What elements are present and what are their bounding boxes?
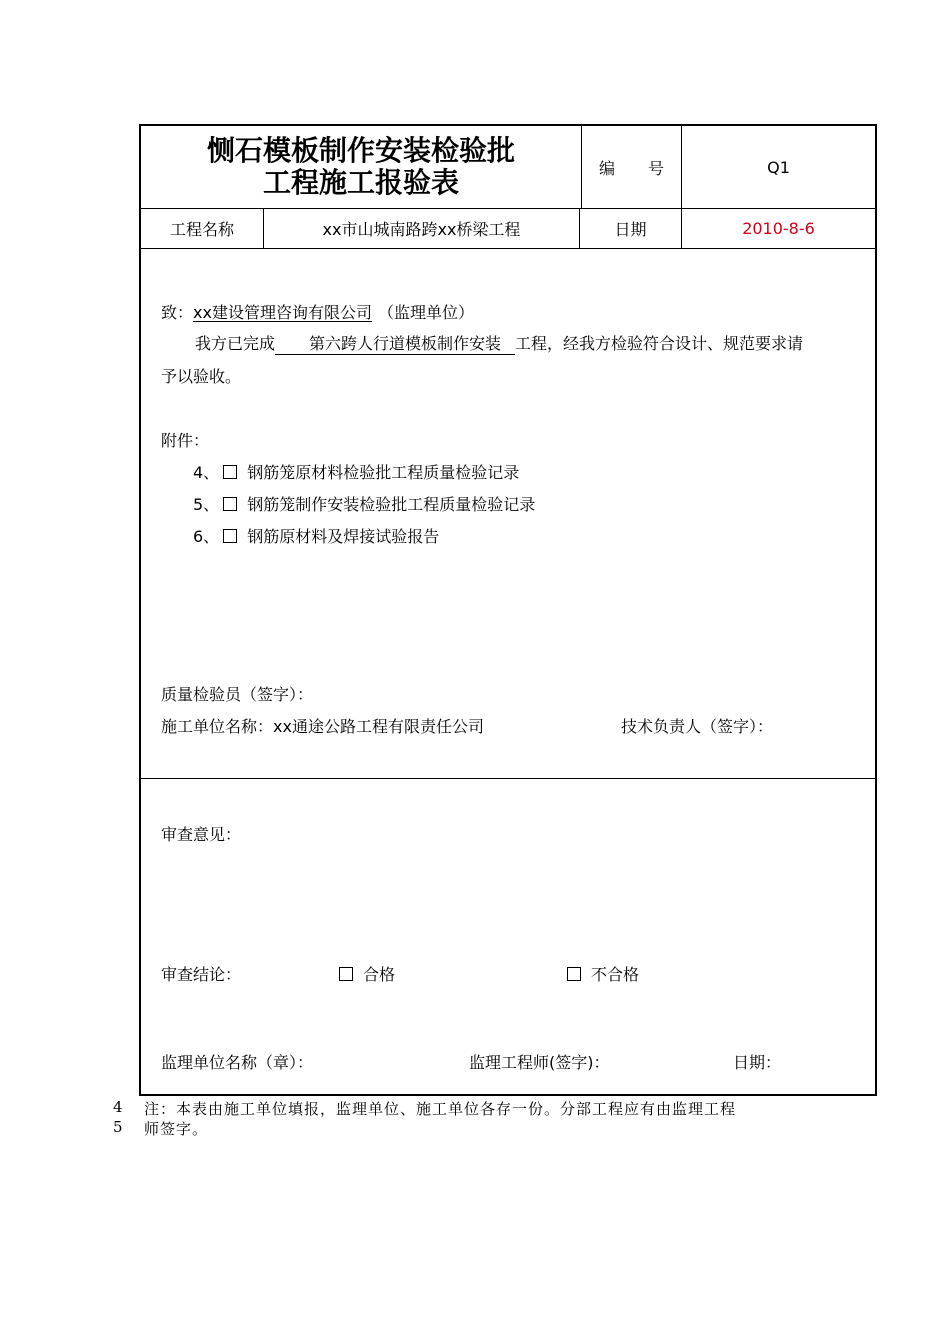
project-label-cell <box>141 209 263 248</box>
pass-option <box>335 962 395 985</box>
date-label: 日期 <box>614 220 647 239</box>
supervisor-unit-label: 监理单位名称（章）： <box>161 1053 314 1072</box>
footer-note-line-1: 注：本表由施工单位填报，监理单位、施工单位各存一份。分部工程应有由监理工程 <box>144 1100 737 1118</box>
review-conclusion-label: 审查结论： <box>161 965 242 984</box>
review-section-line <box>141 778 875 779</box>
review-opinion-label: 审查意见： <box>161 825 242 844</box>
inspector-signature-label: 质量检验员（签字）： <box>161 685 314 704</box>
completed-line <box>195 331 803 354</box>
form-title <box>141 126 581 208</box>
title-line-2: 工程施工报验表 <box>262 166 459 199</box>
project-value: xx市山城南路跨xx桥梁工程 <box>322 220 521 239</box>
to-line <box>161 300 474 323</box>
number-label: 编 号 <box>598 158 679 178</box>
completed-prefix: 我方已完成 <box>195 334 276 353</box>
contractor-name-label: 施工单位名称：xx通途公路工程有限责任公司 <box>161 717 484 736</box>
work-item: 第六跨人行道模板制作安装 <box>275 334 515 355</box>
attachment-number: 4、 <box>193 463 220 482</box>
date-value-cell <box>682 209 875 248</box>
checkbox[interactable] <box>223 529 237 543</box>
pass-checkbox[interactable] <box>339 967 353 981</box>
footer-note-line-2: 师签字。 <box>144 1120 209 1138</box>
number-label-cell <box>582 126 681 208</box>
attachment-item <box>193 492 535 515</box>
info-row-bottom-line <box>141 248 875 249</box>
attachment-text: 钢筋笼制作安装检验批工程质量检验记录 <box>247 495 536 514</box>
tech-lead-signature-label: 技术负责人（签字）： <box>621 717 774 736</box>
number-value: Q1 <box>767 157 790 177</box>
project-label: 工程名称 <box>169 220 234 239</box>
checkbox[interactable] <box>223 465 237 479</box>
engineer-signature-label: 监理工程师(签字)： <box>469 1053 610 1072</box>
number-value-cell <box>682 126 875 208</box>
date-label-cell <box>580 209 681 248</box>
completed-suffix: 工程，经我方检验符合设计、规范要求请 <box>515 334 804 353</box>
to-prefix: 致： <box>161 303 194 322</box>
title-line-1: 恻石模板制作安装检验批 <box>206 134 515 167</box>
attachment-text: 钢筋笼原材料检验批工程质量检验记录 <box>247 463 520 482</box>
inspection-form <box>139 124 877 1096</box>
supervisor-suffix: （监理单位） <box>377 303 474 322</box>
attachment-item <box>193 524 439 547</box>
supervisor-company: xx建设管理咨询有限公司 <box>193 303 372 322</box>
fail-checkbox[interactable] <box>567 967 581 981</box>
attachment-item <box>193 460 519 483</box>
attachment-text: 钢筋原材料及焊接试验报告 <box>247 527 440 546</box>
checkbox[interactable] <box>223 497 237 511</box>
fail-label: 不合格 <box>591 965 640 984</box>
pass-label: 合格 <box>363 965 396 984</box>
footer-line-1-number: 4 <box>113 1098 124 1116</box>
attachment-number: 6、 <box>193 527 220 546</box>
fail-option <box>563 962 639 985</box>
attachments-label: 附件： <box>161 431 210 450</box>
date-value: 2010-8-6 <box>742 219 815 238</box>
attachment-number: 5、 <box>193 495 220 514</box>
completed-line-2: 予以验收。 <box>161 367 242 386</box>
review-date-label: 日期： <box>733 1053 782 1072</box>
project-value-cell <box>264 209 579 248</box>
footer-line-2-number: 5 <box>113 1118 124 1136</box>
